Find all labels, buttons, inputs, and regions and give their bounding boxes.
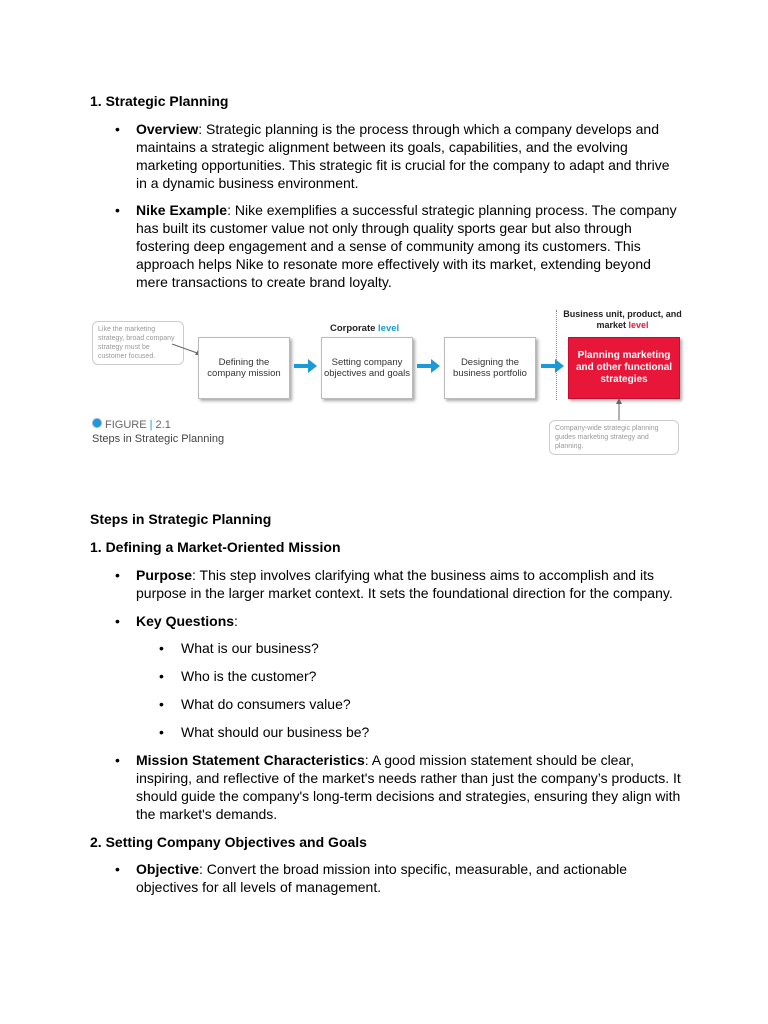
question-item: • What do consumers value? xyxy=(181,695,351,713)
step-box: Designing the business portfolio xyxy=(444,337,536,399)
steps-heading: Steps in Strategic Planning xyxy=(90,511,272,527)
figure-note-right: Company-wide strategic planning guides marketing strategy and planning. xyxy=(549,420,679,455)
key-questions-bullet: • Key Questions: xyxy=(136,612,684,630)
bullet-label: Overview xyxy=(136,121,199,137)
arrow-right-icon xyxy=(294,358,318,374)
figure-caption: FIGURE | 2.1 Steps in Strategic Planning xyxy=(92,419,225,445)
question-item: • What should our business be? xyxy=(181,723,369,741)
question-item: • Who is the customer? xyxy=(181,667,316,685)
bullet-text: : Strategic planning is the process through which a company develops and maintains a strategic alignment between its goals, capabilities, and the evolving marketing opportunities. This strategic fit is crucial for the company to adapt and thrive in a dynamic business environment. xyxy=(136,121,670,191)
section-heading: 1. Strategic Planning xyxy=(90,93,229,109)
corporate-level-label: Corporate level xyxy=(330,323,400,334)
step-box-highlight: Planning marketing and other functional strategies xyxy=(568,337,680,399)
arrow-right-icon xyxy=(417,358,441,374)
pointer-arrow-icon xyxy=(614,398,624,420)
figure-bullet-icon xyxy=(92,418,102,428)
step-box: Defining the company mission xyxy=(198,337,290,399)
divider xyxy=(556,310,557,400)
bullet-text: : Nike exemplifies a successful strategic planning process. The company has built its customer value not only through quality sports gear but also through fostering deep engagement and a sense of community among its customers. This approach helps Nike to resonate more effectively with its market, extending beyond mere transactions to create brand loyalty. xyxy=(136,202,677,290)
question-item: • What is our business? xyxy=(181,639,319,657)
purpose-bullet: • Purpose: This step involves clarifying what the business aims to accomplish and its purpose in the larger market context. It sets the foundational direction for the company. xyxy=(136,566,684,602)
business-level-label: Business unit, product, and market level xyxy=(563,309,682,330)
step-box: Setting company objectives and goals xyxy=(321,337,413,399)
objective-bullet: • Objective: Convert the broad mission into specific, measurable, and actionable objectives for all levels of management. xyxy=(136,860,684,896)
overview-bullet xyxy=(136,120,684,192)
step2-heading: 2. Setting Company Objectives and Goals xyxy=(90,834,367,850)
arrow-right-icon xyxy=(541,358,565,374)
mission-bullet: • Mission Statement Characteristics: A good mission statement should be clear, inspiring, and reflective of the market's needs rather than just the company’s products. It should guide the company's long-term decisions and strategies, ensuring they align with the market's demands. xyxy=(136,751,684,823)
step1-heading: 1. Defining a Market-Oriented Mission xyxy=(90,539,341,555)
bullet-label: Nike Example xyxy=(136,202,228,218)
nike-bullet xyxy=(136,201,684,291)
figure-note-left: Like the marketing strategy, broad company strategy must be customer focused. xyxy=(92,321,184,365)
